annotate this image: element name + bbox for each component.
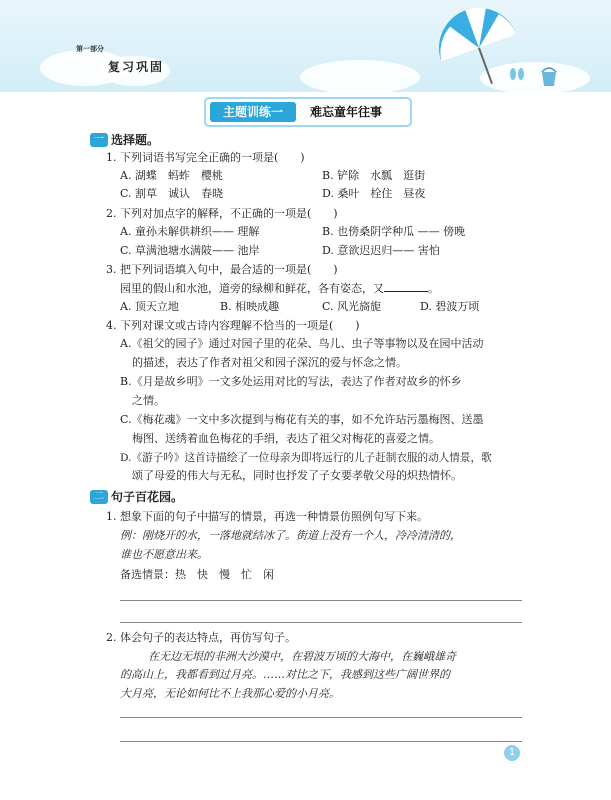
passage-line: 在无边无垠的非洲大沙漠中，在碧波万顷的大海中，在巍峨雄奇 xyxy=(148,650,456,663)
theme-tag: 主题训练一 xyxy=(210,102,296,122)
part-label: 第一部分 xyxy=(76,45,104,53)
question-1-stem: 1. 下列词语书写完全正确的一项是( ) xyxy=(106,151,305,164)
option-b: B. 相映成趣 xyxy=(220,300,280,313)
option-b: B. 铲除 水瓢 逛街 xyxy=(322,169,426,182)
scene-choices: 备选情景：热 快 慢 忙 闲 xyxy=(120,568,274,581)
sandals-icon xyxy=(508,66,526,82)
sentence-part: 园里的假山和水池，道旁的绿柳和鲜花，各有姿态，又 xyxy=(120,282,384,295)
option-d: D. 意欲迟迟归—— 害怕 xyxy=(322,244,440,257)
answer-line[interactable] xyxy=(120,717,522,718)
question-3-sentence xyxy=(120,281,439,296)
answer-line[interactable] xyxy=(120,741,522,742)
option-d-cont: 颂了母爱的伟大与无私，同时也抒发了子女要孝敬父母的炽热情怀。 xyxy=(132,469,462,482)
option-a: A. 童孙未解供耕织—— 理解 xyxy=(120,225,260,238)
answer-line[interactable] xyxy=(120,600,522,601)
theme-title-box xyxy=(204,97,412,127)
option-a: A. 顶天立地 xyxy=(120,300,179,313)
question-2-stem: 2. 体会句子的表达特点，再仿写句子。 xyxy=(106,631,296,644)
section-badge: 二 xyxy=(90,490,108,504)
option-d-line: D.《游子吟》这首诗描绘了一位母亲为即将远行的儿子赶制衣服的动人情景，歌 xyxy=(120,452,492,464)
example-sentence-cont: 谁也不愿意出来。 xyxy=(120,548,208,561)
bucket-icon xyxy=(538,66,560,88)
option-b: B. 也傍桑阴学种瓜 —— 傍晚 xyxy=(322,225,466,238)
page-number: 1 xyxy=(504,745,520,761)
option-a: A. 湖蝶 蚂蚱 樱桃 xyxy=(120,169,223,182)
sentence-end: 。 xyxy=(428,282,439,295)
question-3-stem: 3. 把下列词语填入句中，最合适的一项是( ) xyxy=(106,263,338,276)
option-c: C. 草满池塘水满陂—— 池岸 xyxy=(120,244,260,257)
option-d: D. 桑叶 栓住 昼夜 xyxy=(322,187,426,200)
section-title: 选择题。 xyxy=(111,133,160,147)
option-c-line: C.《梅花魂》一文中多次提到与梅花有关的事，如不允许玷污墨梅图、送墨 xyxy=(120,413,484,426)
section-1-heading xyxy=(90,133,159,149)
question-4-stem: 4. 下列对课文或古诗内容理解不恰当的一项是( ) xyxy=(106,319,360,332)
option-c-cont: 梅图、送绣着血色梅花的手绢，表达了祖父对梅花的喜爱之情。 xyxy=(132,432,440,445)
option-a-cont: 的描述，表达了作者对祖父和园子深沉的爱与怀念之情。 xyxy=(132,356,407,369)
section-2-heading xyxy=(90,490,183,506)
example-sentence: 例：刚烧开的水，一落地就结冰了。街道上没有一个人，冷冷清清的， xyxy=(120,529,461,542)
section-title: 句子百花园。 xyxy=(111,490,184,504)
fill-blank[interactable] xyxy=(384,281,428,292)
option-c: C. 风光旖旎 xyxy=(322,300,382,313)
option-b-line: B.《月是故乡明》一文多处运用对比的写法，表达了作者对故乡的怀乡 xyxy=(120,375,462,388)
option-c: C. 割草 诚认 春晓 xyxy=(120,187,224,200)
passage-line: 大月亮，无论如何比不上我那心爱的小月亮。 xyxy=(120,687,340,700)
question-1-stem: 1. 想象下面的句子中描写的情景，再选一种情景仿照例句写下来。 xyxy=(106,510,428,523)
option-a-line: A.《祖父的园子》通过对园子里的花朵、鸟儿、虫子等事物以及在园中活动 xyxy=(120,337,484,350)
question-2-stem: 2. 下列对加点字的解释，不正确的一项是( ) xyxy=(106,207,338,220)
option-b-cont: 之情。 xyxy=(132,394,165,407)
cloud-decoration xyxy=(300,60,420,94)
option-d: D. 碧波万顷 xyxy=(420,300,480,313)
section-badge: 一 xyxy=(90,133,108,147)
review-title: 复习巩固 xyxy=(108,60,165,74)
theme-title: 难忘童年往事 xyxy=(310,105,383,119)
passage-line: 的高山上，我都看到过月亮。……对比之下，我感到这些广阔世界的 xyxy=(120,668,450,681)
answer-line[interactable] xyxy=(120,622,522,623)
